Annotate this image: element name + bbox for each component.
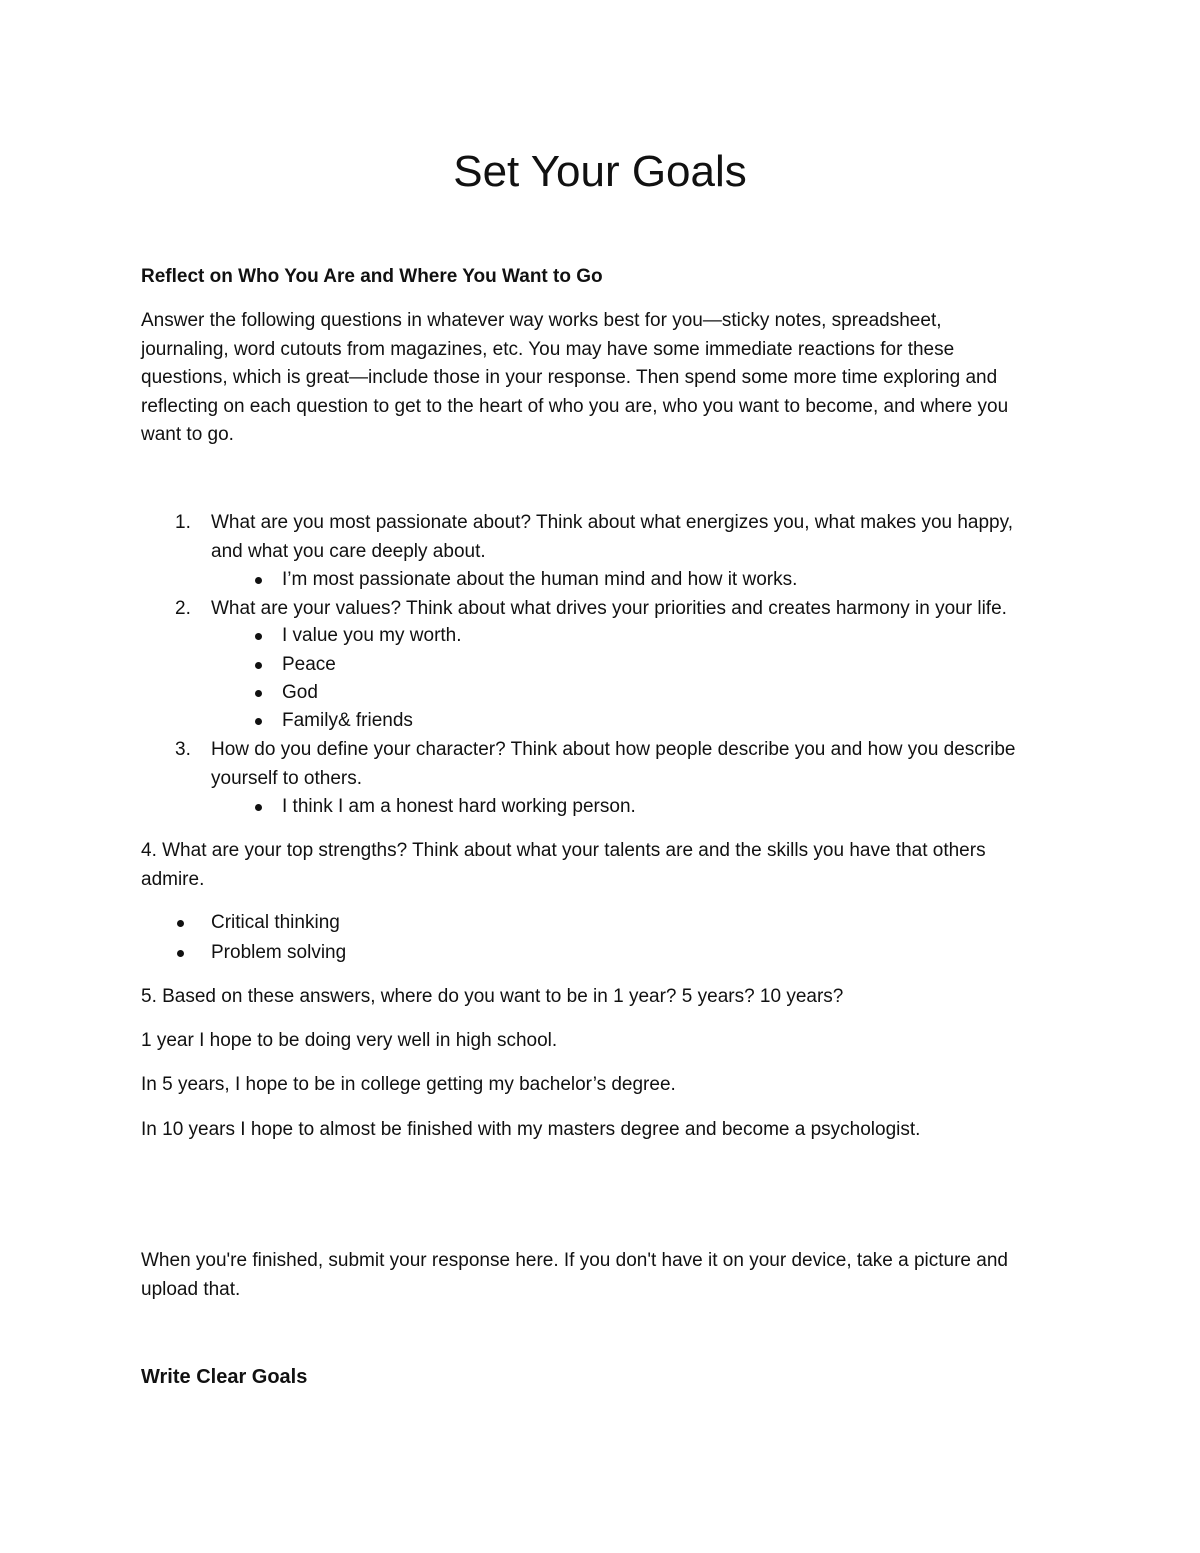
answer-item: I value you my worth. xyxy=(282,625,462,646)
document-title: Set Your Goals xyxy=(453,147,747,196)
answer-paragraph: 1 year I hope to be doing very well in high school. xyxy=(141,1030,558,1051)
bullet-icon xyxy=(177,950,184,957)
answer-item: Peace xyxy=(282,654,336,675)
question-text: What are your values? Think about what drives your priorities and creates harmony in your life. xyxy=(211,598,1007,619)
answer-item: God xyxy=(282,682,318,703)
answer-item: Family& friends xyxy=(282,710,413,731)
intro-line: reflecting on each question to get to the heart of who you are, who you want to become, and where you xyxy=(141,396,1009,417)
question-text: 5. Based on these answers, where do you want to be in 1 year? 5 years? 10 years? xyxy=(141,986,844,1007)
instruction-line: When you're finished, submit your response here. If you don't have it on your device, take a picture and xyxy=(141,1250,1008,1271)
bullet-icon xyxy=(177,920,184,927)
bullet-icon xyxy=(255,718,262,725)
bullet-icon xyxy=(255,690,262,697)
answer-item: I think I am a honest hard working person. xyxy=(282,796,636,817)
question-text: yourself to others. xyxy=(211,768,363,789)
answer-paragraph: In 10 years I hope to almost be finished with my masters degree and become a psychologist. xyxy=(141,1119,921,1140)
question-text: 4. What are your top strengths? Think about what your talents are and the skills you have that others xyxy=(141,840,986,861)
answer-item: Critical thinking xyxy=(211,912,340,933)
list-number: 2. xyxy=(175,598,191,619)
section-heading-reflect: Reflect on Who You Are and Where You Want to Go xyxy=(141,266,603,287)
bullet-icon xyxy=(255,804,262,811)
answer-item: Problem solving xyxy=(211,942,347,963)
question-text: How do you define your character? Think about how people describe you and how you describe xyxy=(211,739,1016,760)
answer-item: I’m most passionate about the human mind and how it works. xyxy=(282,569,798,590)
intro-line: journaling, word cutouts from magazines, etc. You may have some immediate reactions for these xyxy=(141,339,955,360)
bullet-icon xyxy=(255,577,262,584)
instruction-line: upload that. xyxy=(141,1279,241,1300)
intro-line: questions, which is great—include those in your response. Then spend some more time exploring and xyxy=(141,367,998,388)
intro-line: Answer the following questions in whatever way works best for you—sticky notes, spreadsheet, xyxy=(141,310,942,331)
bullet-icon xyxy=(255,633,262,640)
question-text: and what you care deeply about. xyxy=(211,541,486,562)
answer-paragraph: In 5 years, I hope to be in college getting my bachelor’s degree. xyxy=(141,1074,676,1095)
intro-line: want to go. xyxy=(141,424,234,445)
list-number: 1. xyxy=(175,512,191,533)
question-text: What are you most passionate about? Think about what energizes you, what makes you happy, xyxy=(211,512,1013,533)
bullet-icon xyxy=(255,662,262,669)
section-heading-write-goals: Write Clear Goals xyxy=(141,1366,308,1388)
question-text: admire. xyxy=(141,869,205,890)
list-number: 3. xyxy=(175,739,191,760)
